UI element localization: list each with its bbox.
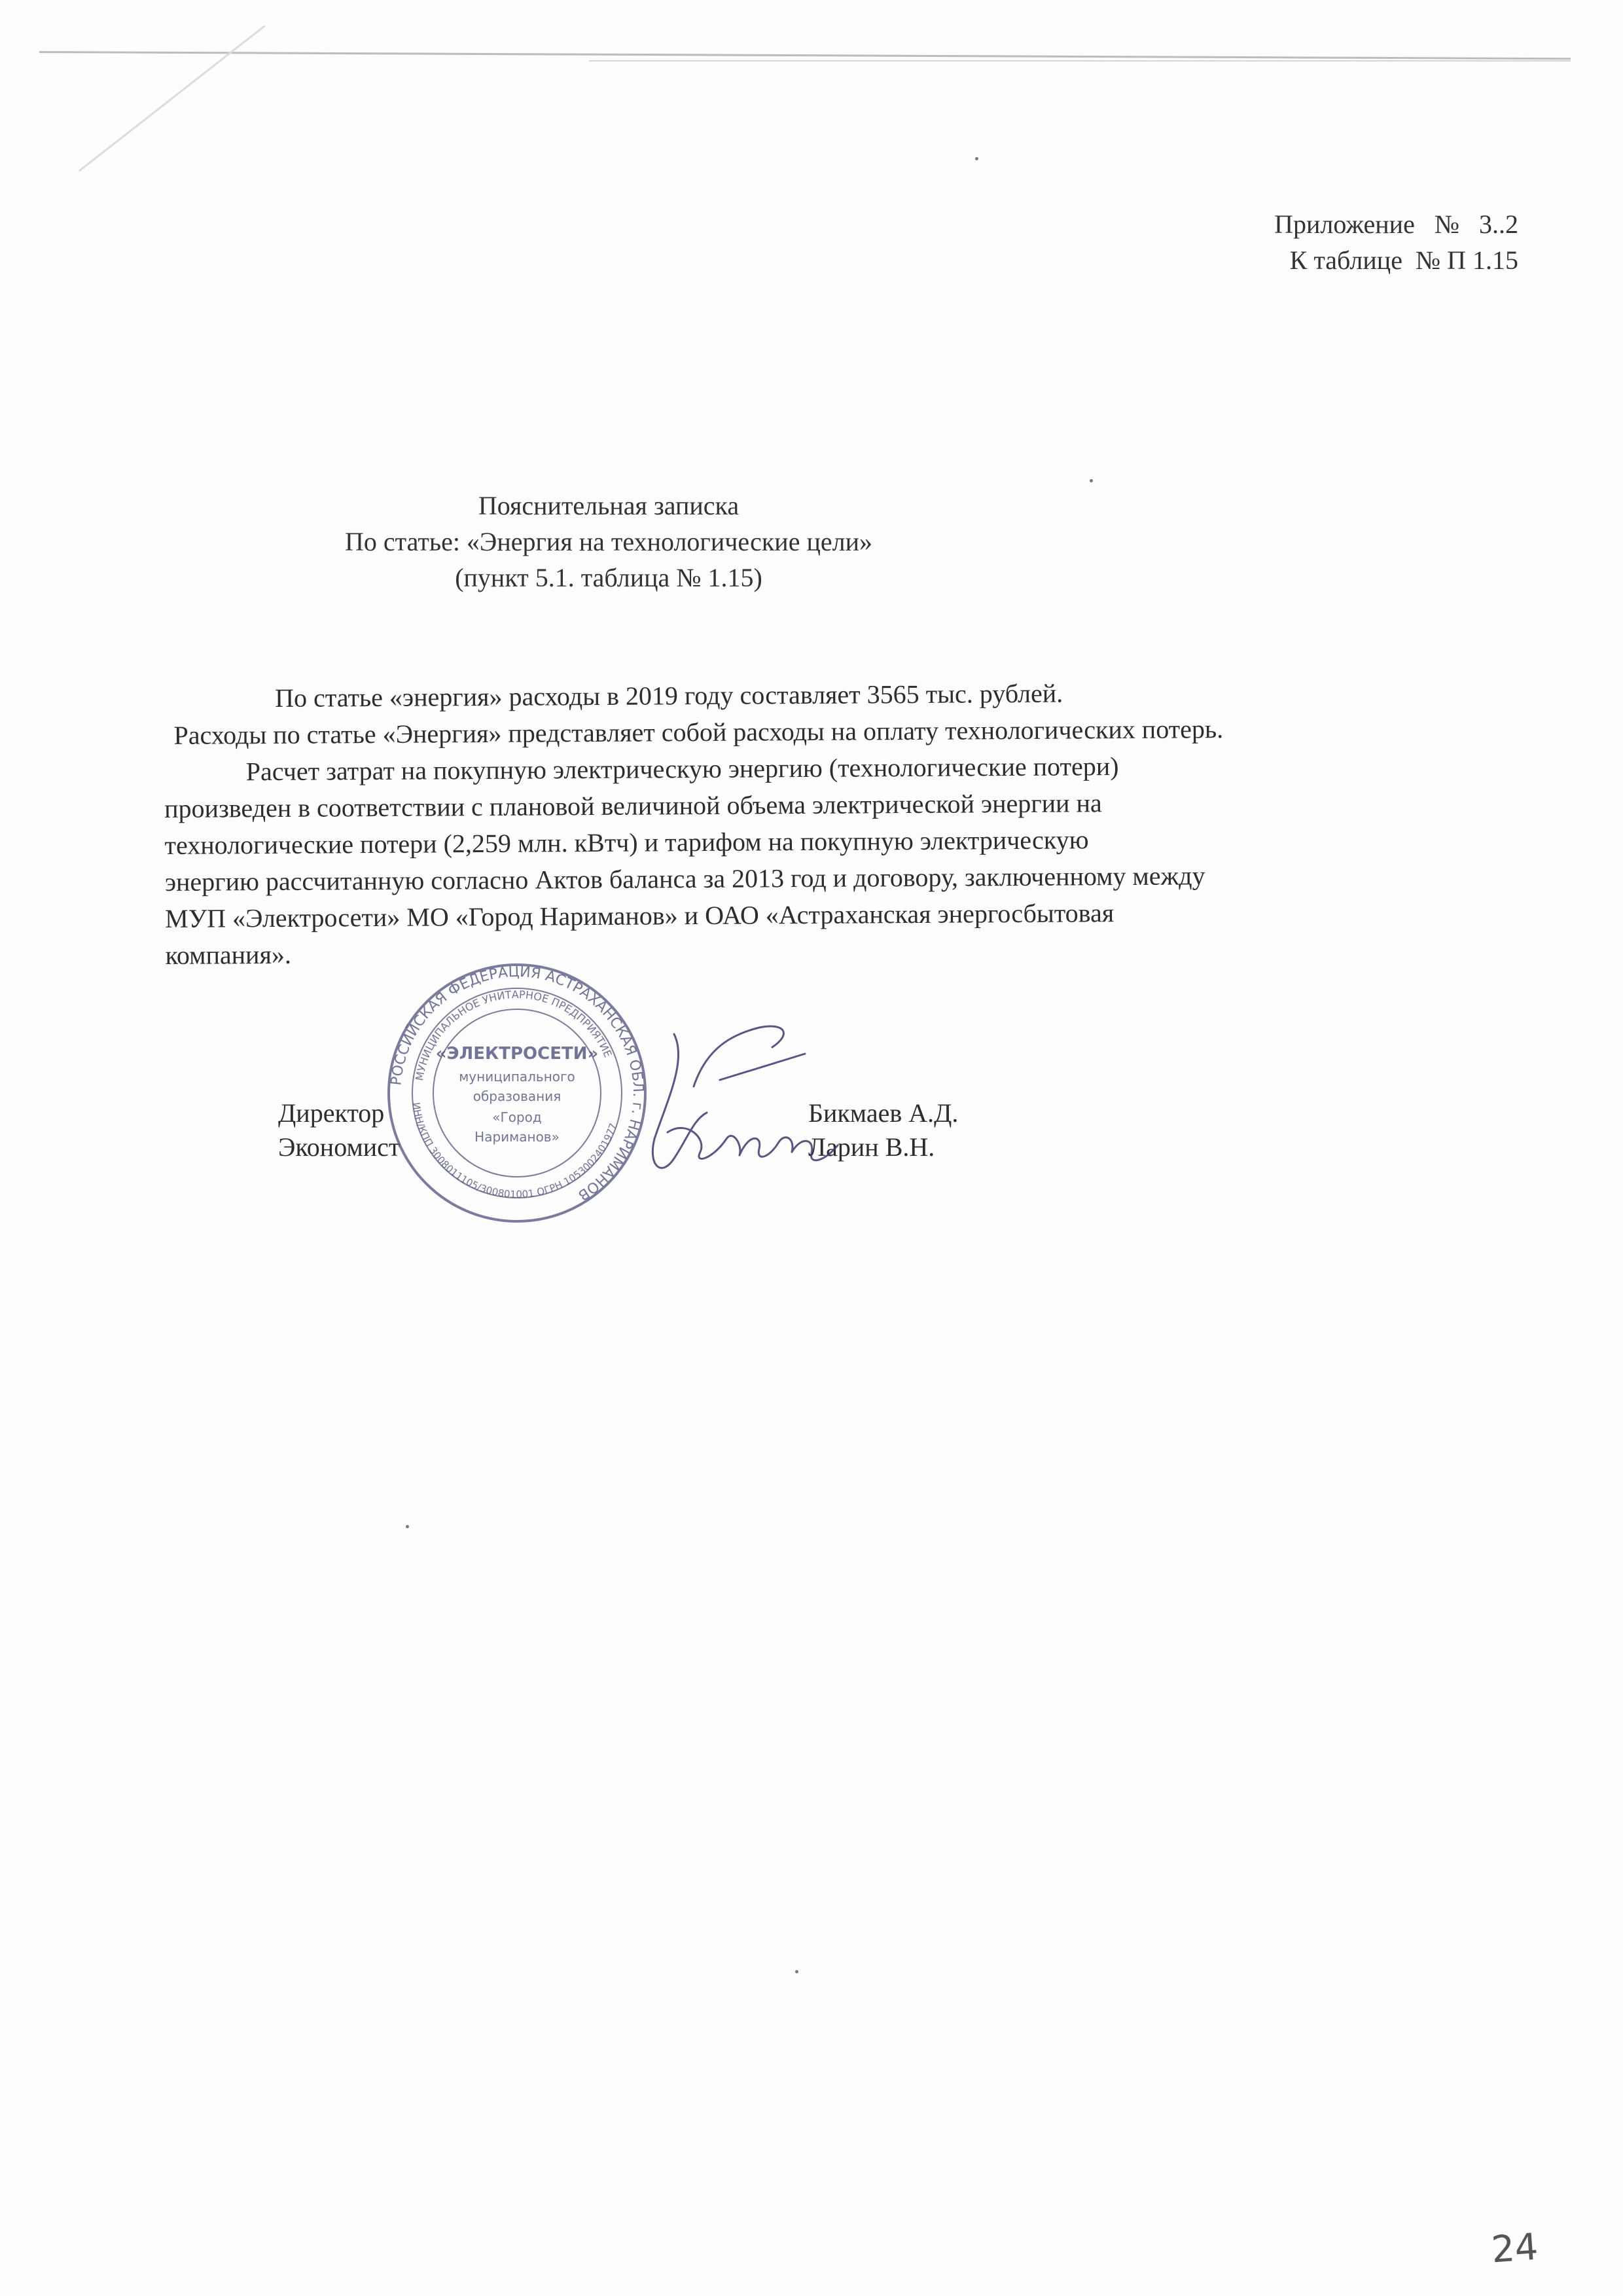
signature-role: Экономист [278,1132,401,1162]
body-line: энергию рассчитанную согласно Актов баланса за 2013 год и договору, заключенному между [164,861,1205,897]
body-line: технологические потери (2,259 млн. кВтч) и тарифом на покупную электрическую [164,825,1089,860]
stamp-center-line: Нариманов» [474,1129,560,1145]
page-number-handwritten: 24 [1489,2225,1540,2272]
body-line: МУП «Электросети» МО «Город Нариманов» и ОАО «Астраханская энергосбытовая [165,898,1115,933]
stamp-outer-text: РОССИЙСКАЯ ФЕДЕРАЦИЯ АСТРАХАНСКАЯ ОБЛ. г. НАРИМАНОВ [388,963,647,1204]
scan-speck [795,1970,798,1973]
handwritten-signature [628,1008,851,1204]
signature-person: Ларин В.Н. [808,1132,935,1162]
signature-person: Бикмаев А.Д. [808,1098,959,1128]
annex-line-1: Приложение № 3..2 [1274,209,1518,239]
official-stamp [386,962,648,1224]
signature-role: Директор [278,1098,385,1128]
scan-edge-line [589,60,1571,62]
body-line: Расчет затрат на покупную электрическую энергию (технологические потери) [245,751,1119,787]
stamp-inner-text: МУНИЦИПАЛЬНОЕ УНИТАРНОЕ ПРЕДПРИЯТИЕ [413,988,615,1082]
document-title [249,488,969,596]
scan-speck [406,1525,409,1528]
stamp-center-line: образования [473,1088,562,1104]
title-line-1: Пояснительная записка [478,491,740,520]
scan-edge-line [39,51,1571,60]
body-paragraphs [164,673,1474,974]
stamp-center-line: «Город [492,1109,542,1125]
scan-speck [975,157,978,160]
stamp-center-line: муниципального [459,1069,575,1085]
stamp-bottom-text: ИНН/КПП 3008011105/300801001 ОГРН 1053002401977 [410,1102,620,1201]
stamp-center-line: «ЭЛЕКТРОСЕТИ» [435,1044,599,1064]
scan-streak [79,25,266,171]
annex-reference [1274,206,1518,278]
body-line: компания». [165,939,292,970]
body-line: произведен в соответствии с плановой величиной объема электрической энергии на [164,788,1102,823]
scan-speck [1090,479,1093,482]
title-line-2: По статье: «Энергия на технологические цели» [345,527,872,556]
title-line-3: (пункт 5.1. таблица № 1.15) [455,563,762,592]
annex-line-2: К таблице № П 1.15 [1289,245,1518,275]
body-line: Расходы по статье «Энергия» представляет собой расходы на оплату технологических потерь. [173,714,1224,750]
body-line: По статье «энергия» расходы в 2019 году составляет 3565 тыс. рублей. [275,678,1063,713]
